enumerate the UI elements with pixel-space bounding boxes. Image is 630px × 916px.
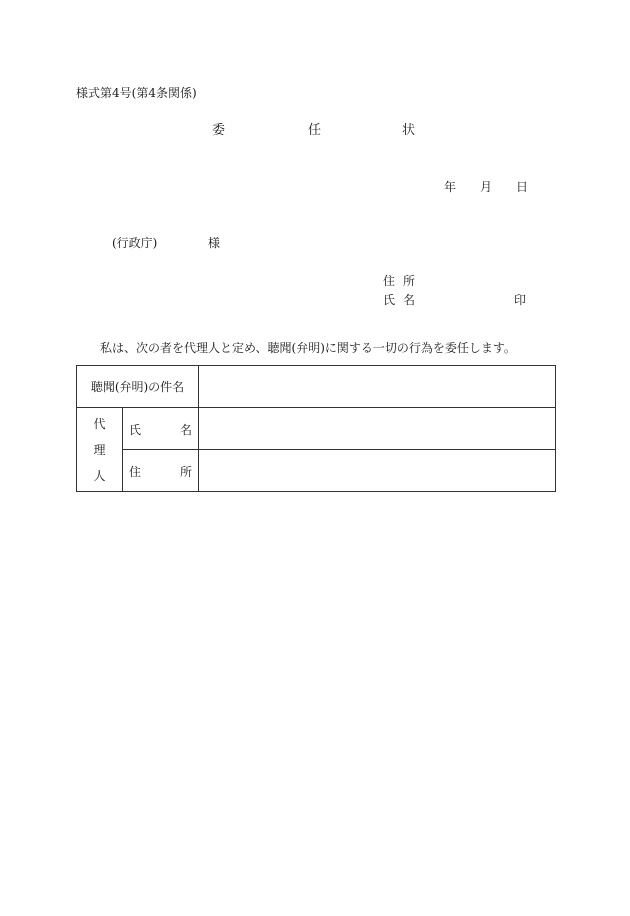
table-row-subject (77, 366, 556, 408)
subject-value-cell[interactable] (199, 366, 556, 408)
seal-mark: 印 (514, 293, 527, 307)
agent-label-char-1: 代 (93, 416, 106, 431)
title-char-2: 任 (308, 123, 322, 138)
table-row-agent-address (77, 450, 556, 492)
agent-address-value-cell[interactable] (199, 450, 556, 492)
client-name-label: 氏名 (383, 293, 424, 307)
agent-name-label-char-1: 氏 (129, 423, 142, 437)
date-year-label: 年 (444, 180, 457, 194)
form-number: 様式第4号(第4条関係) (76, 86, 197, 100)
agent-address-label-char-1: 住 (129, 465, 142, 479)
agent-address-label-char-2: 所 (179, 465, 192, 479)
table-row-agent-name (77, 408, 556, 450)
agent-label (77, 408, 123, 492)
agent-name-label (123, 408, 199, 450)
agent-name-label-char-2: 名 (179, 423, 192, 437)
date-month-label: 月 (480, 180, 493, 194)
agent-address-label (123, 450, 199, 492)
agent-name-value-cell[interactable] (199, 408, 556, 450)
delegation-table (76, 365, 556, 492)
date-day-label: 日 (516, 180, 529, 194)
title-char-1: 委 (212, 123, 226, 138)
title-char-3: 状 (402, 123, 416, 138)
addressee-agency: (行政庁) (112, 236, 158, 250)
agent-label-char-3: 人 (93, 468, 106, 483)
subject-label: 聴聞(弁明)の件名 (77, 366, 199, 408)
agent-label-char-2: 理 (93, 442, 106, 457)
client-address-label: 住所 (383, 274, 424, 288)
addressee-honorific: 様 (208, 236, 221, 250)
statement-text: 私は、次の者を代理人と定め、聴聞(弁明)に関する一切の行為を委任します。 (100, 341, 516, 355)
